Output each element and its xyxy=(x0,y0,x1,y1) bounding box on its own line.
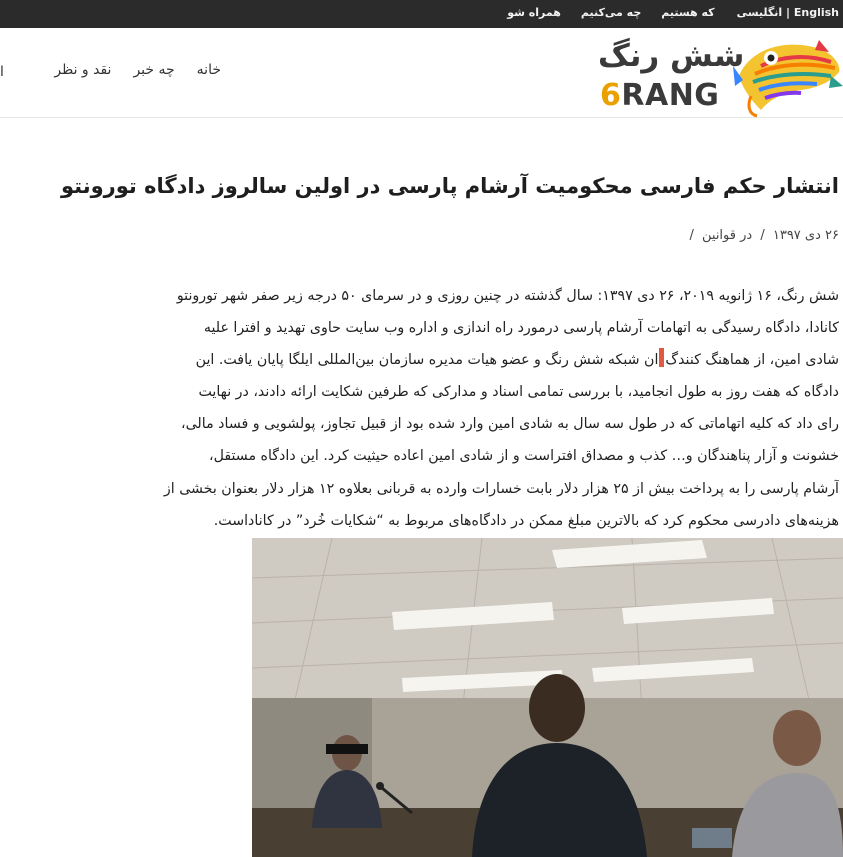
article-title: انتشار حکم فارسی محکومیت آرشام پارسی در اولین سالروز دادگاه تورونتو xyxy=(60,174,839,198)
body-line-5: رای داد که کلیه اتهاماتی که در طول سه سال به شادی امین وارد شده بود از قبیل تجاوز، پولشویی و فساد مالی، xyxy=(181,416,839,433)
article-meta xyxy=(685,228,839,243)
courtroom-photo[interactable] xyxy=(252,538,843,857)
about-link[interactable]: که هستیم xyxy=(661,6,715,19)
body-line-3 xyxy=(7,344,839,376)
body-line-4: دادگاه که هفت روز به طول انجامید، با بررسی تمامی اسناد و مدارکی که طرفین شکایت ارائه دادند، در نهایت xyxy=(198,384,839,401)
site-logo[interactable] xyxy=(598,36,843,116)
rainbow-fish-icon xyxy=(731,36,843,118)
top-bar xyxy=(0,0,843,28)
logo-rang: RANG xyxy=(621,78,720,113)
body-line-8: هزینه‌های دادرسی محکوم کرد که بالاترین مبلغ ممکن در دادگاه‌های مربوط به “شکایات خُرد” در کاناداست. xyxy=(213,512,839,529)
body-line-6: خشونت و آزار پناهندگان و… کذب و مصداق افتراست و از شادی امین اعاده حیثیت کرد. این دادگاه مستقل، xyxy=(209,448,839,465)
body-line-7: آرشام پارسی را به پرداخت بیش از ۲۵ هزار دلار بابت خسارات وارده به قربانی بعلاوه ۱۲ هزار دلار بعنوان بخشی از xyxy=(163,480,839,497)
article-category[interactable]: در قوانین xyxy=(702,228,753,243)
nav-item-truncated[interactable]: ا xyxy=(0,64,4,80)
body-line-2: کانادا، دادگاه رسیدگی به اتهامات آرشام پارسی درمورد راه اندازی و اداره وب سایت حاوی تهدید و افترا علیه xyxy=(203,320,839,337)
article-date: ۲۶ دی ۱۳۹۷ xyxy=(772,228,839,243)
language-link[interactable]: English | انگلیسی xyxy=(736,6,839,19)
body-line-1: شش رنگ، ۱۶ ژانویه ۲۰۱۹، ۲۶ دی ۱۳۹۷: سال گذشته در چنین روزی و در سرمای ۵۰ درجه زیر صفر شهر تورونتو xyxy=(176,288,839,304)
meta-separator: / xyxy=(760,228,765,243)
nav-item-opinion[interactable]: نقد و نظر xyxy=(54,62,112,78)
logo-persian-name: شش رنگ xyxy=(598,38,745,74)
nav-item-home[interactable]: خانه xyxy=(196,62,221,78)
main-nav xyxy=(32,62,221,78)
nav-item-news[interactable]: چه خبر xyxy=(133,62,175,78)
body-line-3-end: ان شبکه شش رنگ و عضو هیات مدیره سازمان بین‌المللی ایلگا پایان یافت. این xyxy=(195,352,659,369)
join-link[interactable]: همراه شو xyxy=(507,6,561,19)
text-cursor-highlight xyxy=(659,348,664,367)
logo-six: 6 xyxy=(600,78,622,113)
meta-separator-trailing: / xyxy=(689,228,694,243)
courtroom-photo-illustration xyxy=(252,538,843,857)
logo-english-name xyxy=(600,78,719,113)
body-line-3-start: شادی امین، از هماهنگ کنندگ xyxy=(665,352,839,369)
top-links xyxy=(487,6,839,19)
what-we-do-link[interactable]: چه می‌کنیم xyxy=(580,6,642,19)
site-header xyxy=(0,28,843,118)
article-body xyxy=(7,280,839,537)
